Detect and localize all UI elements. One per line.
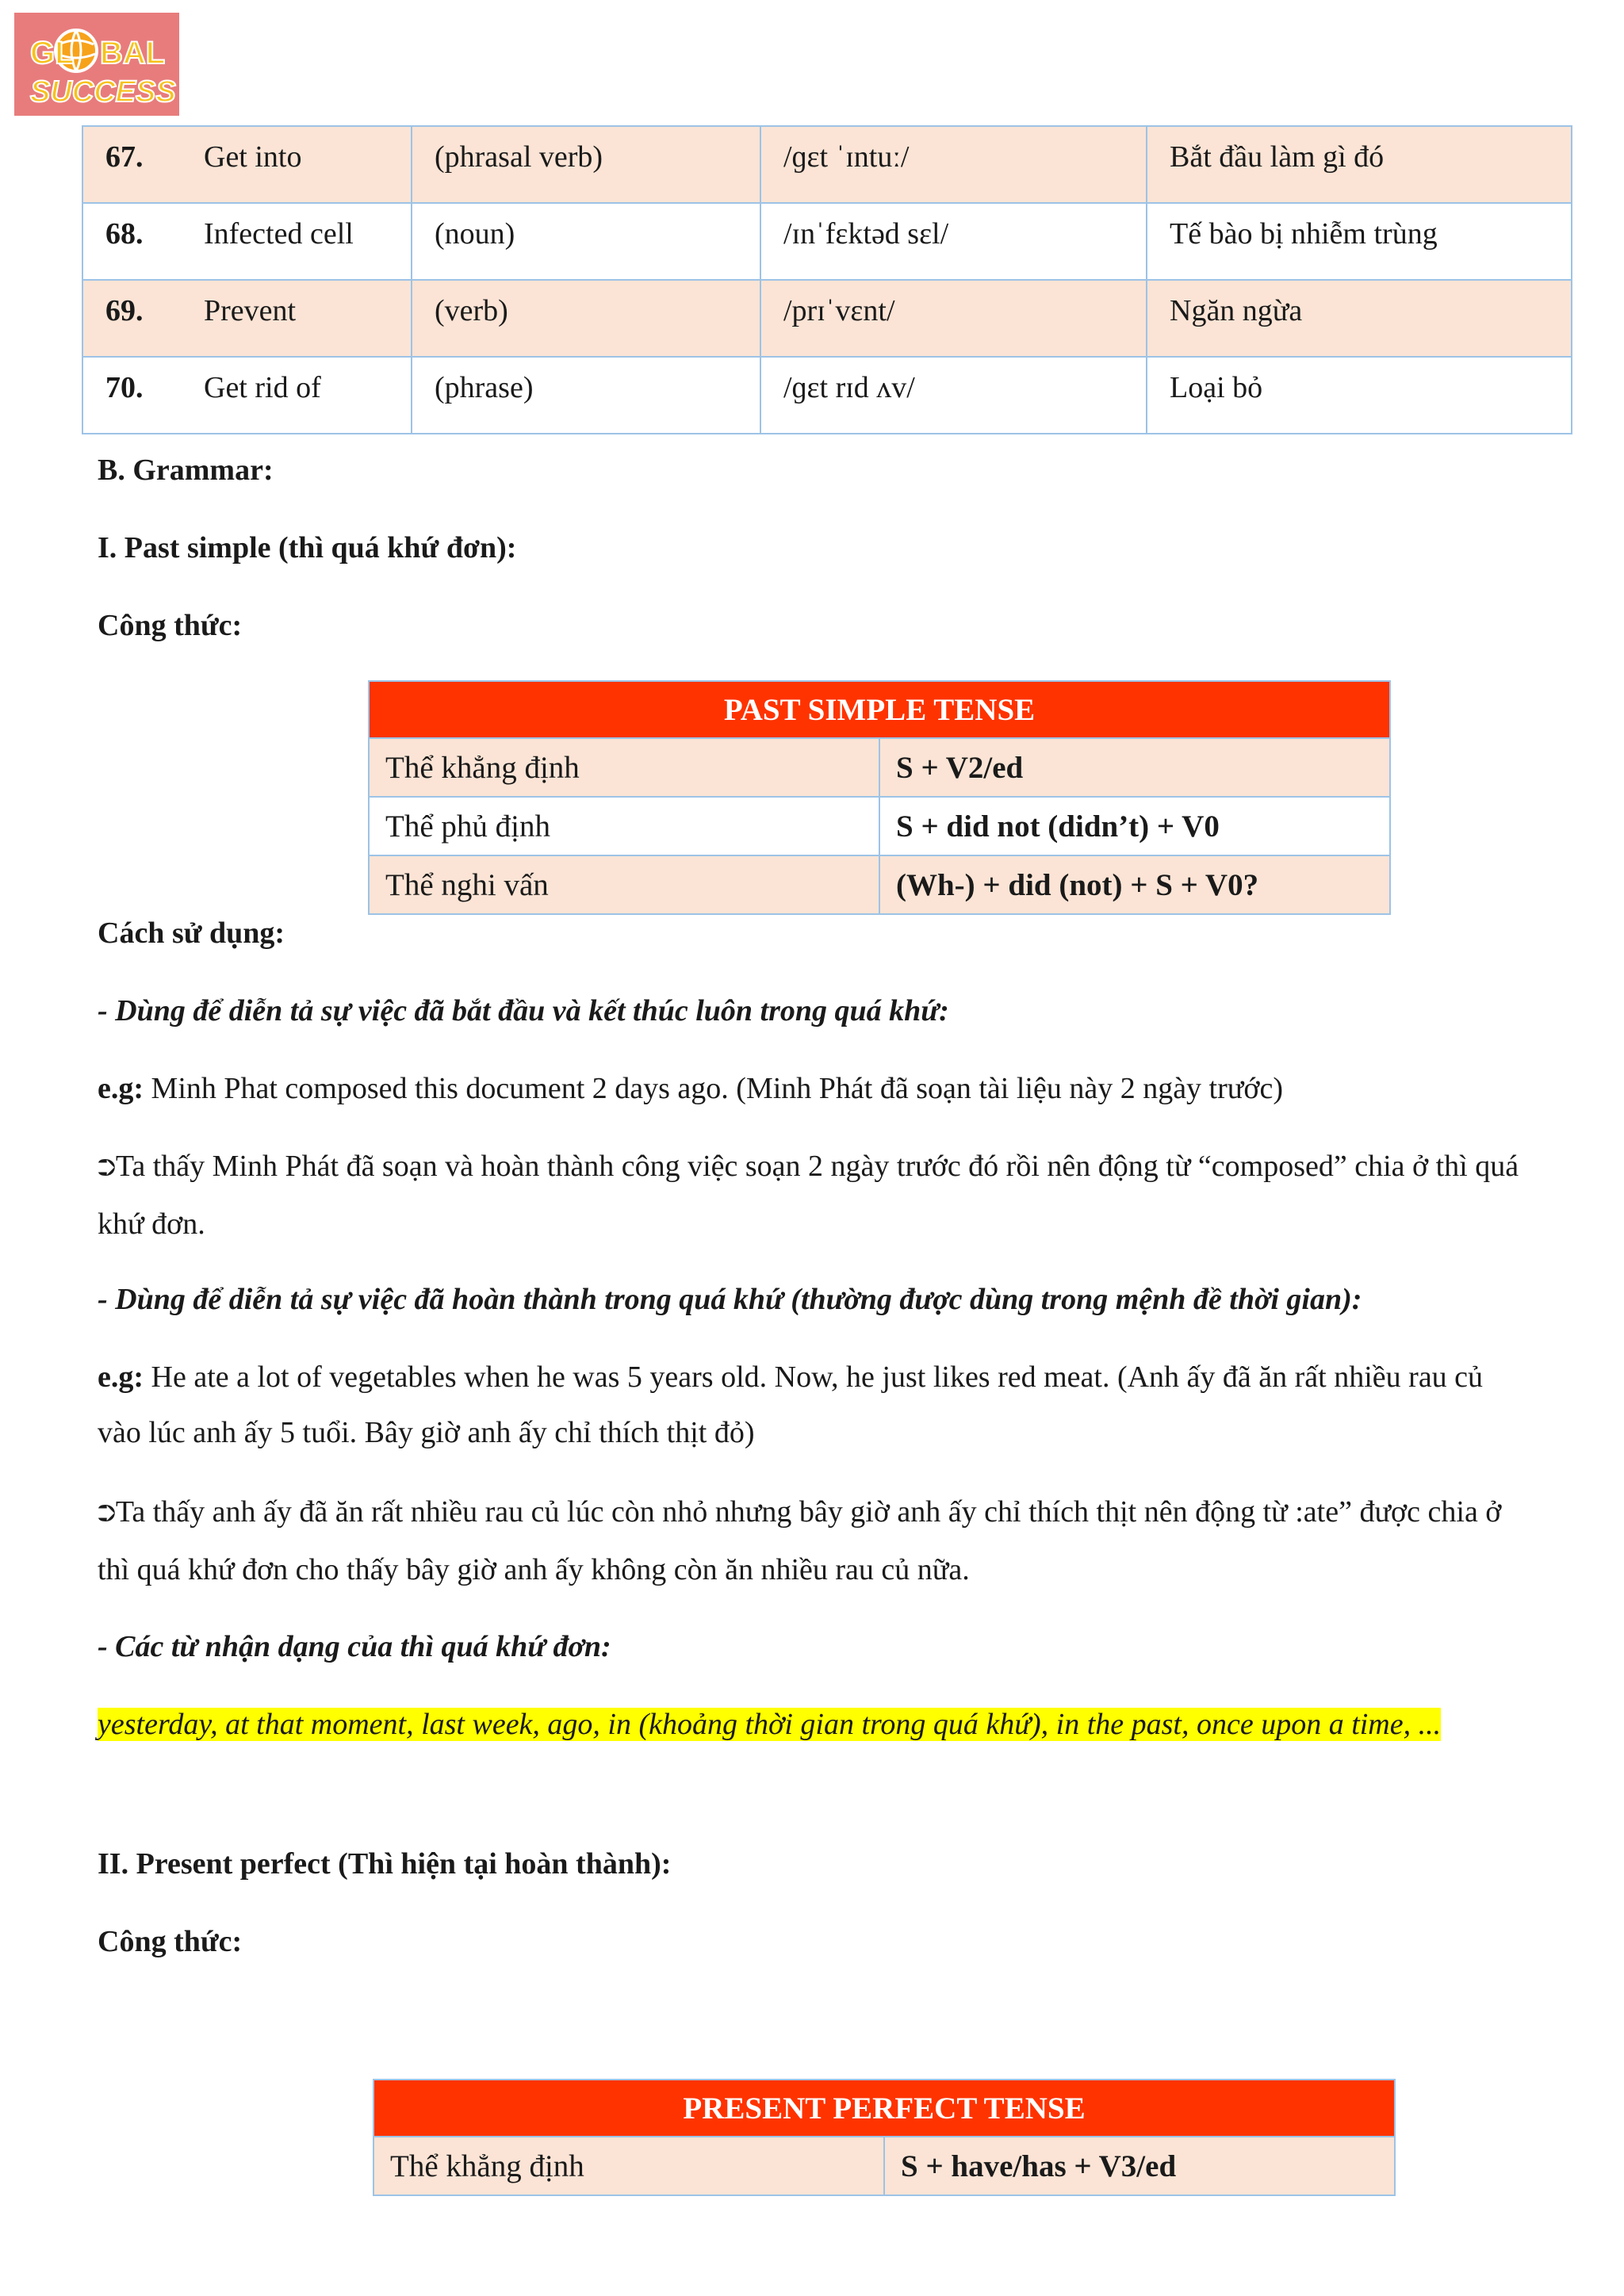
vocab-row <box>82 126 1572 203</box>
past-simple-heading: I. Past simple (thì quá khứ đơn): <box>98 531 517 564</box>
present-perfect-heading: II. Present perfect (Thì hiện tại hoàn thành): <box>98 1847 672 1881</box>
past-formula-label: Công thức: <box>98 609 243 642</box>
vocab-word-cell <box>82 203 412 280</box>
logo-graphic <box>14 13 179 116</box>
vocab-word-cell <box>82 357 412 434</box>
present-table-title: PRESENT PERFECT TENSE <box>373 2080 1395 2137</box>
signal-label: - Các từ nhận dạng của thì quá khứ đơn: <box>98 1630 611 1663</box>
vocab-word: Infected cell <box>204 217 354 251</box>
vocab-ipa: /ɪnˈfɛktəd sɛl/ <box>760 203 1147 280</box>
note-1 <box>98 1138 1525 1252</box>
vocab-ipa: /ɡɛt rɪd ʌv/ <box>760 357 1147 434</box>
grammar-heading: B. Grammar: <box>98 453 274 487</box>
vocab-type: (verb) <box>412 280 760 357</box>
usage-1: - Dùng để diễn tả sự việc đã bắt đầu và kết thúc luôn trong quá khứ: <box>98 994 949 1027</box>
signal-words-text: yesterday, at that moment, last week, ago, in (khoảng thời gian trong quá khứ), in the past, once upon a time, ... <box>98 1708 1442 1741</box>
formula-question: (Wh-) + did (not) + S + V0? <box>879 855 1390 914</box>
formula-affirmative: S + V2/ed <box>879 738 1390 797</box>
form-negative: Thể phủ định <box>369 797 879 855</box>
arrow-right-circle-icon: ⮊ <box>98 1500 116 1528</box>
vocab-word-cell <box>82 126 412 203</box>
vocab-row <box>82 280 1572 357</box>
present-perfect-table <box>373 2079 1396 2196</box>
signal-words <box>98 1697 1525 1752</box>
vocab-word: Get rid of <box>204 371 321 404</box>
vocab-number: 68. <box>105 217 144 251</box>
vocab-meaning: Ngăn ngừa <box>1147 280 1572 357</box>
formula-negative: S + did not (didn’t) + V0 <box>879 797 1390 855</box>
example-1 <box>98 1061 1525 1116</box>
vocab-ipa: /ɡɛt ˈɪntuː/ <box>760 126 1147 203</box>
vocab-meaning: Bắt đầu làm gì đó <box>1147 126 1572 203</box>
past-simple-table <box>368 680 1391 915</box>
vocab-number: 67. <box>105 140 144 174</box>
form-question: Thể nghi vấn <box>369 855 879 914</box>
vocabulary-table <box>82 125 1572 434</box>
vocab-word-cell <box>82 280 412 357</box>
present-formula-label: Công thức: <box>98 1925 243 1958</box>
svg-text:BAL: BAL <box>100 36 166 71</box>
example-2 <box>98 1349 1525 1460</box>
note-1-text: Ta thấy Minh Phát đã soạn và hoàn thành công việc soạn 2 ngày trước đó rồi nên động từ “composed” chia ở thì quá khứ đơn. <box>98 1150 1519 1241</box>
form-affirmative: Thể khẳng định <box>373 2137 884 2195</box>
note-2 <box>98 1484 1525 1598</box>
vocab-word: Get into <box>204 140 302 174</box>
vocab-word: Prevent <box>204 294 297 327</box>
vocab-meaning: Loại bỏ <box>1147 357 1572 434</box>
global-success-logo <box>14 13 179 116</box>
example-1-text: Minh Phat composed this document 2 days ago. (Minh Phát đã soạn tài liệu này 2 ngày trước) <box>144 1072 1283 1105</box>
past-table-title: PAST SIMPLE TENSE <box>369 681 1390 738</box>
eg-label: e.g: <box>98 1072 144 1105</box>
arrow-right-circle-icon: ⮊ <box>98 1154 116 1182</box>
vocab-number: 69. <box>105 294 144 327</box>
form-affirmative: Thể khẳng định <box>369 738 879 797</box>
note-2-text: Ta thấy anh ấy đã ăn rất nhiều rau củ lúc còn nhỏ nhưng bây giờ anh ấy chỉ thích thịt nên động từ :ate” được chia ở thì quá khứ đơn cho thấy bây giờ anh ấy không còn ăn nhiều rau củ nữa. <box>98 1495 1502 1586</box>
logo-line2: SUCCESS <box>30 75 176 109</box>
logo-line1: GL <box>30 36 75 71</box>
vocab-row <box>82 203 1572 280</box>
vocab-type: (noun) <box>412 203 760 280</box>
usage-label: Cách sử dụng: <box>98 916 285 950</box>
vocab-type: (phrase) <box>412 357 760 434</box>
vocab-ipa: /prɪˈvɛnt/ <box>760 280 1147 357</box>
usage-2: - Dùng để diễn tả sự việc đã hoàn thành trong quá khứ (thường được dùng trong mệnh đề thời gian): <box>98 1283 1362 1316</box>
formula-affirmative: S + have/has + V3/ed <box>884 2137 1395 2195</box>
vocab-meaning: Tế bào bị nhiễm trùng <box>1147 203 1572 280</box>
vocab-type: (phrasal verb) <box>412 126 760 203</box>
eg-label: e.g: <box>98 1360 144 1394</box>
vocab-row <box>82 357 1572 434</box>
example-2-text: He ate a lot of vegetables when he was 5 years old. Now, he just likes red meat. (Anh ấy đã ăn rất nhiều rau củ vào lúc anh ấy 5 tuổi. Bây giờ anh ấy chỉ thích thịt đỏ) <box>98 1360 1484 1449</box>
vocab-number: 70. <box>105 371 144 404</box>
